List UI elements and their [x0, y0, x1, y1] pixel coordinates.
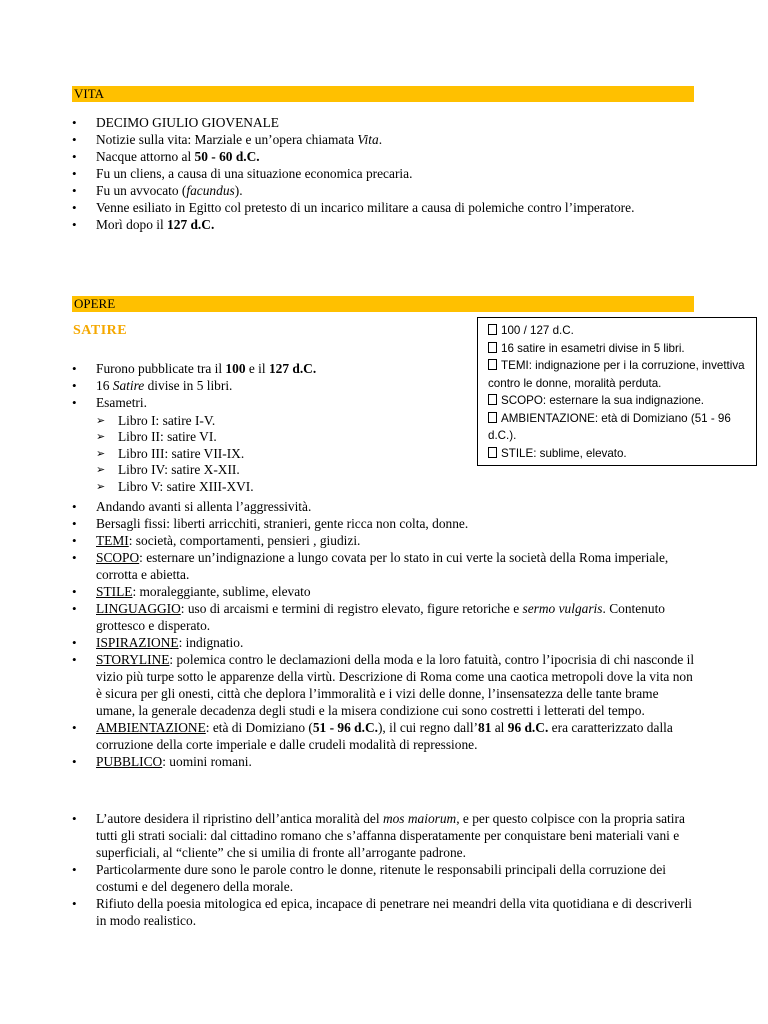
box-glyph-icon	[488, 412, 497, 423]
box-glyph-icon	[488, 447, 497, 458]
list-item: • Esametri.	[96, 394, 476, 411]
list-item: • Morì dopo il 127 d.C.	[96, 216, 696, 233]
list-item: ➢ Libro II: satire VI.	[118, 429, 418, 445]
box-glyph-icon	[488, 342, 497, 353]
box-glyph-icon	[488, 324, 497, 335]
list-item: • L’autore desidera il ripristino dell’antica moralità del mos maiorum, e per questo colpisce con la propria satira tutti gli strati sociali: dal cittadino romano che s’affanna disperatamente per conquistare beni materiali vani e superficiali, al “cliente” che si umilia di fronte all’arrogante padrone.	[96, 810, 696, 861]
list-item: • Rifiuto della poesia mitologica ed epica, incapace di penetrare nei meandri della vita quotidiana e di descriverli in modo realistico.	[96, 895, 696, 929]
list-item: • Venne esiliato in Egitto col pretesto di un incarico militare a causa di polemiche contro l’imperatore.	[96, 199, 656, 216]
libri-list	[118, 413, 418, 495]
list-item: • LINGUAGGIO: uso di arcaismi e termini di registro elevato, figure retoriche e sermo vulgaris. Contenuto grottesco e disperato.	[96, 600, 696, 634]
satire-list-b	[96, 498, 696, 770]
list-item: ➢ Libro IV: satire X-XII.	[118, 462, 418, 478]
list-item: ➢ Libro V: satire XIII-XVI.	[118, 479, 418, 495]
list-item: • Furono pubblicate tra il 100 e il 127 d.C.	[96, 360, 476, 377]
list-item: • ISPIRAZIONE: indignatio.	[96, 634, 696, 651]
subheading-satire: SATIRE	[73, 323, 128, 338]
vita-list	[96, 114, 696, 233]
list-item: • AMBIENTAZIONE: età di Domiziano (51 - 96 d.C.), il cui regno dall’81 al 96 d.C. era caratterizzato dalla corruzione della corte imperiale e dalle crudeli modalità di repressione.	[96, 719, 696, 753]
summary-line: 100 / 127 d.C.	[488, 322, 752, 340]
list-item: • Particolarmente dure sono le parole contro le donne, ritenute le responsabili principali della corruzione dei costumi e del degenero della morale.	[96, 861, 696, 895]
section-heading-vita: VITA	[72, 86, 694, 102]
list-item: • STORYLINE: polemica contro le declamazioni della moda e la loro fatuità, contro l’ipocrisia di chi nasconde il vizio più turpe sotto le apparenze della virtù. Descrizione di Roma come una caotica metropoli dove la vita non è sicura per gli onesti, città che deplora l’immoralità e i vizi delle donne, l’insensatezza delle tante brame umane, la generale decadenza degli studi e la misera condizione cui sono costretti i letterati del tempo.	[96, 651, 696, 719]
list-item: ➢ Libro III: satire VII-IX.	[118, 446, 418, 462]
list-item: • PUBBLICO: uomini romani.	[96, 753, 696, 770]
satire-list-a	[96, 360, 476, 411]
list-item: • Bersagli fissi: liberti arricchiti, stranieri, gente ricca non colta, donne.	[96, 515, 696, 532]
summary-line: TEMI: indignazione per i la corruzione, invettiva contro le donne, moralità perduta.	[488, 359, 745, 390]
summary-line: STILE: sublime, elevato.	[488, 445, 752, 463]
list-item: • SCOPO: esternare un’indignazione a lungo covata per lo stato in cui verte la società della Roma imperiale, corrotta e abietta.	[96, 549, 696, 583]
box-glyph-icon	[488, 359, 497, 370]
list-item: • Nacque attorno al 50 - 60 d.C.	[96, 148, 696, 165]
list-item: • STILE: moraleggiante, sublime, elevato	[96, 583, 696, 600]
list-item: • 16 Satire divise in 5 libri.	[96, 377, 476, 394]
summary-line: SCOPO: esternare la sua indignazione.	[488, 392, 752, 410]
satire-list-c	[96, 810, 696, 929]
summary-box	[477, 317, 757, 466]
box-glyph-icon	[488, 394, 497, 405]
list-item: • TEMI: società, comportamenti, pensieri , giudizi.	[96, 532, 696, 549]
list-item: • Fu un avvocato (facundus).	[96, 182, 696, 199]
list-item: • DECIMO GIULIO GIOVENALE	[96, 114, 696, 131]
section-heading-opere: OPERE	[72, 296, 694, 312]
list-item: • Andando avanti si allenta l’aggressività.	[96, 498, 696, 515]
list-item: ➢ Libro I: satire I-V.	[118, 413, 418, 429]
summary-line: 16 satire in esametri divise in 5 libri.	[488, 340, 752, 358]
list-item: • Fu un cliens, a causa di una situazione economica precaria.	[96, 165, 696, 182]
list-item: • Notizie sulla vita: Marziale e un’opera chiamata Vita.	[96, 131, 696, 148]
summary-line: AMBIENTAZIONE: età di Domiziano (51 - 96 d.C.).	[488, 411, 731, 442]
